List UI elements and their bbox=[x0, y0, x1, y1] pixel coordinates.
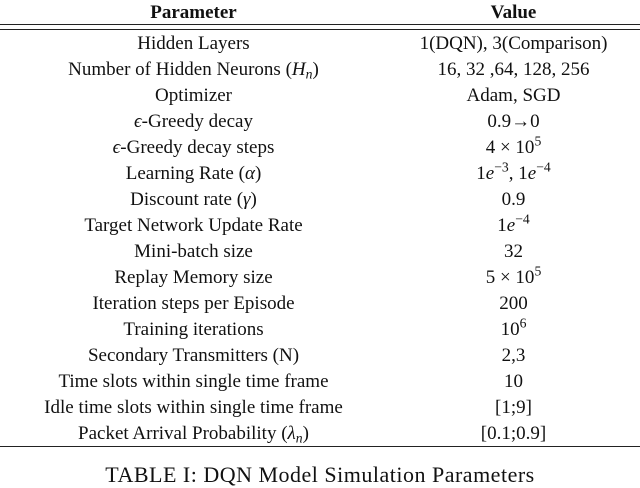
table-caption: TABLE I: DQN Model Simulation Parameters bbox=[105, 462, 535, 487]
table-header bbox=[0, 0, 640, 30]
value-cell: Adam, SGD bbox=[466, 84, 561, 106]
table-row bbox=[0, 394, 640, 420]
parameter-cell: Packet Arrival Probability $(\lambda_n)$ bbox=[0, 420, 387, 447]
value-cell: 2,3 bbox=[501, 344, 526, 366]
table-row bbox=[0, 290, 640, 316]
table-row bbox=[0, 368, 640, 394]
parameter-cell: Number of Hidden Neurons $(H_n)$ bbox=[68, 58, 319, 81]
parameter-cell: Hidden Layers bbox=[137, 32, 250, 54]
parameter-cell: Mini-batch size bbox=[134, 240, 253, 262]
table-body bbox=[0, 30, 640, 447]
value-cell: $1e^{-3}$, $1e^{-4}$ bbox=[476, 160, 551, 184]
value-cell: [0.1;0.9] bbox=[387, 420, 640, 447]
parameter-cell: ϵ-Greedy decay steps bbox=[112, 136, 275, 158]
parameter-cell: Time slots within single time frame bbox=[58, 370, 329, 392]
value-cell: $1e^{-4}$ bbox=[497, 212, 530, 236]
parameter-cell: Training iterations bbox=[123, 318, 264, 340]
table-row bbox=[0, 186, 640, 212]
value-cell: 0.9→0 bbox=[487, 110, 540, 132]
table-row bbox=[0, 82, 640, 108]
parameter-cell: Optimizer bbox=[154, 84, 233, 106]
value-cell: 32 bbox=[504, 240, 523, 262]
value-cell: 16, 32 ,64, 128, 256 bbox=[437, 58, 590, 80]
table-row bbox=[0, 316, 640, 342]
header-row bbox=[0, 0, 640, 25]
parameter-cell: Idle time slots within single time frame bbox=[44, 396, 343, 418]
parameter-cell: Discount rate (γ) bbox=[130, 188, 257, 210]
table-row bbox=[0, 134, 640, 160]
value-cell: $10^6$ bbox=[500, 316, 527, 340]
parameter-cell: Secondary Transmitters (N) bbox=[87, 344, 300, 366]
value-cell: 200 bbox=[499, 292, 528, 314]
value-cell: 10 bbox=[504, 370, 523, 392]
table-row bbox=[0, 160, 640, 186]
value-cell: [1;9] bbox=[495, 396, 532, 418]
parameter-cell: ϵ-Greedy decay bbox=[134, 110, 253, 132]
value-cell: 1(DQN), 3(Comparison) bbox=[419, 32, 608, 54]
value-cell: 0.9 bbox=[501, 188, 526, 210]
value-cell: $4 \times 10^5$ bbox=[485, 134, 542, 158]
table-row bbox=[0, 264, 640, 290]
header-parameter: Parameter bbox=[0, 0, 387, 25]
table-row bbox=[0, 30, 640, 57]
table-row bbox=[0, 108, 640, 134]
table-row bbox=[0, 342, 640, 368]
table-row bbox=[0, 212, 640, 238]
table-row bbox=[0, 420, 640, 447]
header-value: Value bbox=[387, 0, 640, 25]
parameter-cell: Target Network Update Rate bbox=[84, 214, 303, 236]
parameter-cell: Iteration steps per Episode bbox=[92, 292, 295, 314]
table-row bbox=[0, 56, 640, 82]
value-cell: $5 \times 10^5$ bbox=[485, 264, 542, 288]
table-row bbox=[0, 238, 640, 264]
parameter-cell: Learning Rate (α) bbox=[125, 162, 262, 184]
parameter-cell: Replay Memory size bbox=[114, 266, 273, 288]
